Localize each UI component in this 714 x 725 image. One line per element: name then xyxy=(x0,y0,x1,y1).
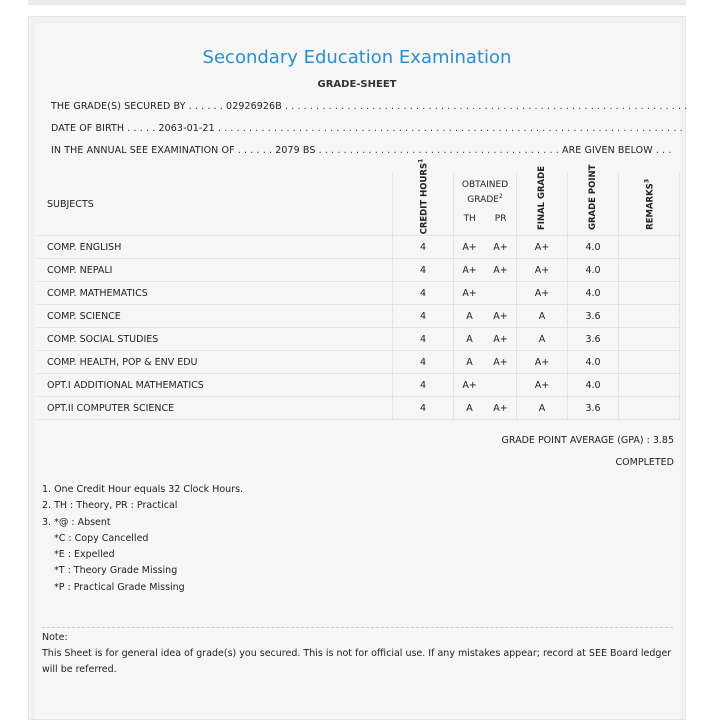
credit-hours: 4 xyxy=(393,328,454,351)
grades-table xyxy=(37,158,680,420)
footnote-item: 2. TH : Theory, PR : Practical xyxy=(42,500,178,512)
th-grade: A xyxy=(466,356,473,368)
note-section xyxy=(42,630,672,678)
dot-leader: . . . . . . . . . . . . . . . . . . . . . . . . . . . . . . . . . . . . . . . xyxy=(318,145,559,156)
footnote-item: *E : Expelled xyxy=(54,549,115,561)
footnote-item: *P : Practical Grade Missing xyxy=(54,581,185,593)
th-grade: A+ xyxy=(462,287,477,299)
pr-grade: A+ xyxy=(493,310,508,322)
final-grade: A xyxy=(516,397,567,420)
final-grade: A xyxy=(516,328,567,351)
remarks xyxy=(619,374,680,397)
obtained-grade-cell xyxy=(454,328,517,351)
exam-label: IN THE ANNUAL SEE EXAMINATION OF . . . . . . xyxy=(51,145,273,156)
footnotes xyxy=(42,482,243,596)
grade-point: 3.6 xyxy=(567,328,618,351)
obtained-grade-cell xyxy=(454,259,517,282)
pr-grade: A+ xyxy=(493,333,508,345)
subject-name: OPT.I ADDITIONAL MATHEMATICS xyxy=(37,374,393,397)
obtained-grade-cell xyxy=(454,236,517,259)
th-grade: A+ xyxy=(462,241,477,253)
th-grade: A+ xyxy=(462,264,477,276)
gpa-text: GRADE POINT AVERAGE (GPA) : 3.85 xyxy=(501,435,674,446)
subject-name: COMP. ENGLISH xyxy=(37,236,393,259)
grade-point: 3.6 xyxy=(567,305,618,328)
pr-grade xyxy=(485,380,516,391)
remarks xyxy=(619,236,680,259)
credit-hours: 4 xyxy=(393,374,454,397)
page-subtitle: GRADE-SHEET xyxy=(317,79,397,90)
page-title: Secondary Education Examination xyxy=(202,47,512,68)
note-text: This Sheet is for general idea of grade(s) you secured. This is not for official use. If any mistakes appear; record at SEE Board ledger will be referred. xyxy=(42,648,672,675)
grades-table-body xyxy=(37,236,680,420)
credit-hours: 4 xyxy=(393,236,454,259)
exam-tail: ARE GIVEN BELOW . . . xyxy=(561,145,672,156)
symbol-number: 02926926B xyxy=(226,101,282,112)
grade-point: 4.0 xyxy=(567,282,618,305)
obtained-grade-header: OBTAINED GRADE$^2$ TH PR xyxy=(454,173,517,236)
table-row xyxy=(37,374,680,397)
grade-point: 3.6 xyxy=(567,397,618,420)
obtained-grade-cell xyxy=(454,305,517,328)
subject-name: OPT.II COMPUTER SCIENCE xyxy=(37,397,393,420)
subjects-header: SUBJECTS xyxy=(37,173,393,236)
table-header-row xyxy=(37,173,680,236)
footnote-item: *C : Copy Cancelled xyxy=(54,532,149,544)
th-grade: A+ xyxy=(462,379,477,391)
th-grade: A xyxy=(466,333,473,345)
pr-grade: A+ xyxy=(493,241,508,253)
credit-hours: 4 xyxy=(393,282,454,305)
remarks xyxy=(619,351,680,374)
subject-name: COMP. SCIENCE xyxy=(37,305,393,328)
th-grade: A xyxy=(466,310,473,322)
table-row xyxy=(37,259,680,282)
th-grade: A xyxy=(466,402,473,414)
table-row xyxy=(37,236,680,259)
pr-grade: A+ xyxy=(493,356,508,368)
status-text: COMPLETED xyxy=(615,457,674,468)
credit-hours-header: CREDIT HOURS$^1$ xyxy=(393,173,454,236)
pr-grade: A+ xyxy=(493,402,508,414)
remarks-header: REMARKS$^3$ xyxy=(619,173,680,236)
credit-hours: 4 xyxy=(393,351,454,374)
remarks xyxy=(619,328,680,351)
dot-leader: . . . . . . . . . . . . . . . . . . . . . . . . . . . . . . . . . . . . . . . . . . . . . . . . . . . . . . . . . . . . . . . . . . . . . . . . . . . xyxy=(217,123,683,134)
obtained-grade-cell xyxy=(454,282,517,305)
credit-hours: 4 xyxy=(393,259,454,282)
final-grade: A+ xyxy=(516,351,567,374)
grade-point: 4.0 xyxy=(567,259,618,282)
grade-point: 4.0 xyxy=(567,374,618,397)
final-grade: A+ xyxy=(516,259,567,282)
footnote-item: 3. *@ : Absent xyxy=(42,516,111,528)
obtained-grade-cell xyxy=(454,374,517,397)
obtained-grade-cell xyxy=(454,397,517,420)
secured-by-label: THE GRADE(S) SECURED BY . . . . . . xyxy=(51,101,223,112)
table-row xyxy=(37,328,680,351)
grade-point: 4.0 xyxy=(567,351,618,374)
exam-line xyxy=(51,145,671,156)
dot-leader: . . . . . . . . . . . . . . . . . . . . . . . . . . . . . . . . . . . . . . . . . . . . . . . . . . . . . . . . . . . . . . . . . xyxy=(284,101,688,112)
note-label: Note: xyxy=(42,632,68,643)
subject-name: COMP. NEPALI xyxy=(37,259,393,282)
table-row xyxy=(37,351,680,374)
pr-grade: A+ xyxy=(493,264,508,276)
grade-point: 4.0 xyxy=(567,236,618,259)
credit-hours: 4 xyxy=(393,397,454,420)
subject-name: COMP. MATHEMATICS xyxy=(37,282,393,305)
credit-hours: 4 xyxy=(393,305,454,328)
final-grade-header: FINAL GRADE xyxy=(516,173,567,236)
exam-year: 2079 BS xyxy=(275,145,316,156)
remarks xyxy=(619,259,680,282)
top-bar xyxy=(28,0,686,5)
th-header: TH xyxy=(463,213,476,224)
footnote-item: 1. One Credit Hour equals 32 Clock Hours. xyxy=(42,484,244,495)
final-grade: A xyxy=(516,305,567,328)
obtained-grade-cell xyxy=(454,351,517,374)
remarks xyxy=(619,397,680,420)
pr-header: PR xyxy=(494,213,507,224)
secured-by-line xyxy=(51,101,687,112)
dob-label: DATE OF BIRTH . . . . . xyxy=(51,123,156,134)
remarks xyxy=(619,305,680,328)
dob-line xyxy=(51,123,683,134)
table-row xyxy=(37,282,680,305)
subject-name: COMP. HEALTH, POP & ENV EDU xyxy=(37,351,393,374)
dashed-divider xyxy=(42,627,673,628)
dob-value: 2063-01-21 xyxy=(158,123,215,134)
final-grade: A+ xyxy=(516,282,567,305)
final-grade: A+ xyxy=(516,236,567,259)
table-row xyxy=(37,305,680,328)
subject-name: COMP. SOCIAL STUDIES xyxy=(37,328,393,351)
footnote-item: *T : Theory Grade Missing xyxy=(54,565,178,577)
table-row xyxy=(37,397,680,420)
grade-point-header: GRADE POINT xyxy=(567,173,618,236)
final-grade: A+ xyxy=(516,374,567,397)
remarks xyxy=(619,282,680,305)
pr-grade xyxy=(485,288,516,299)
